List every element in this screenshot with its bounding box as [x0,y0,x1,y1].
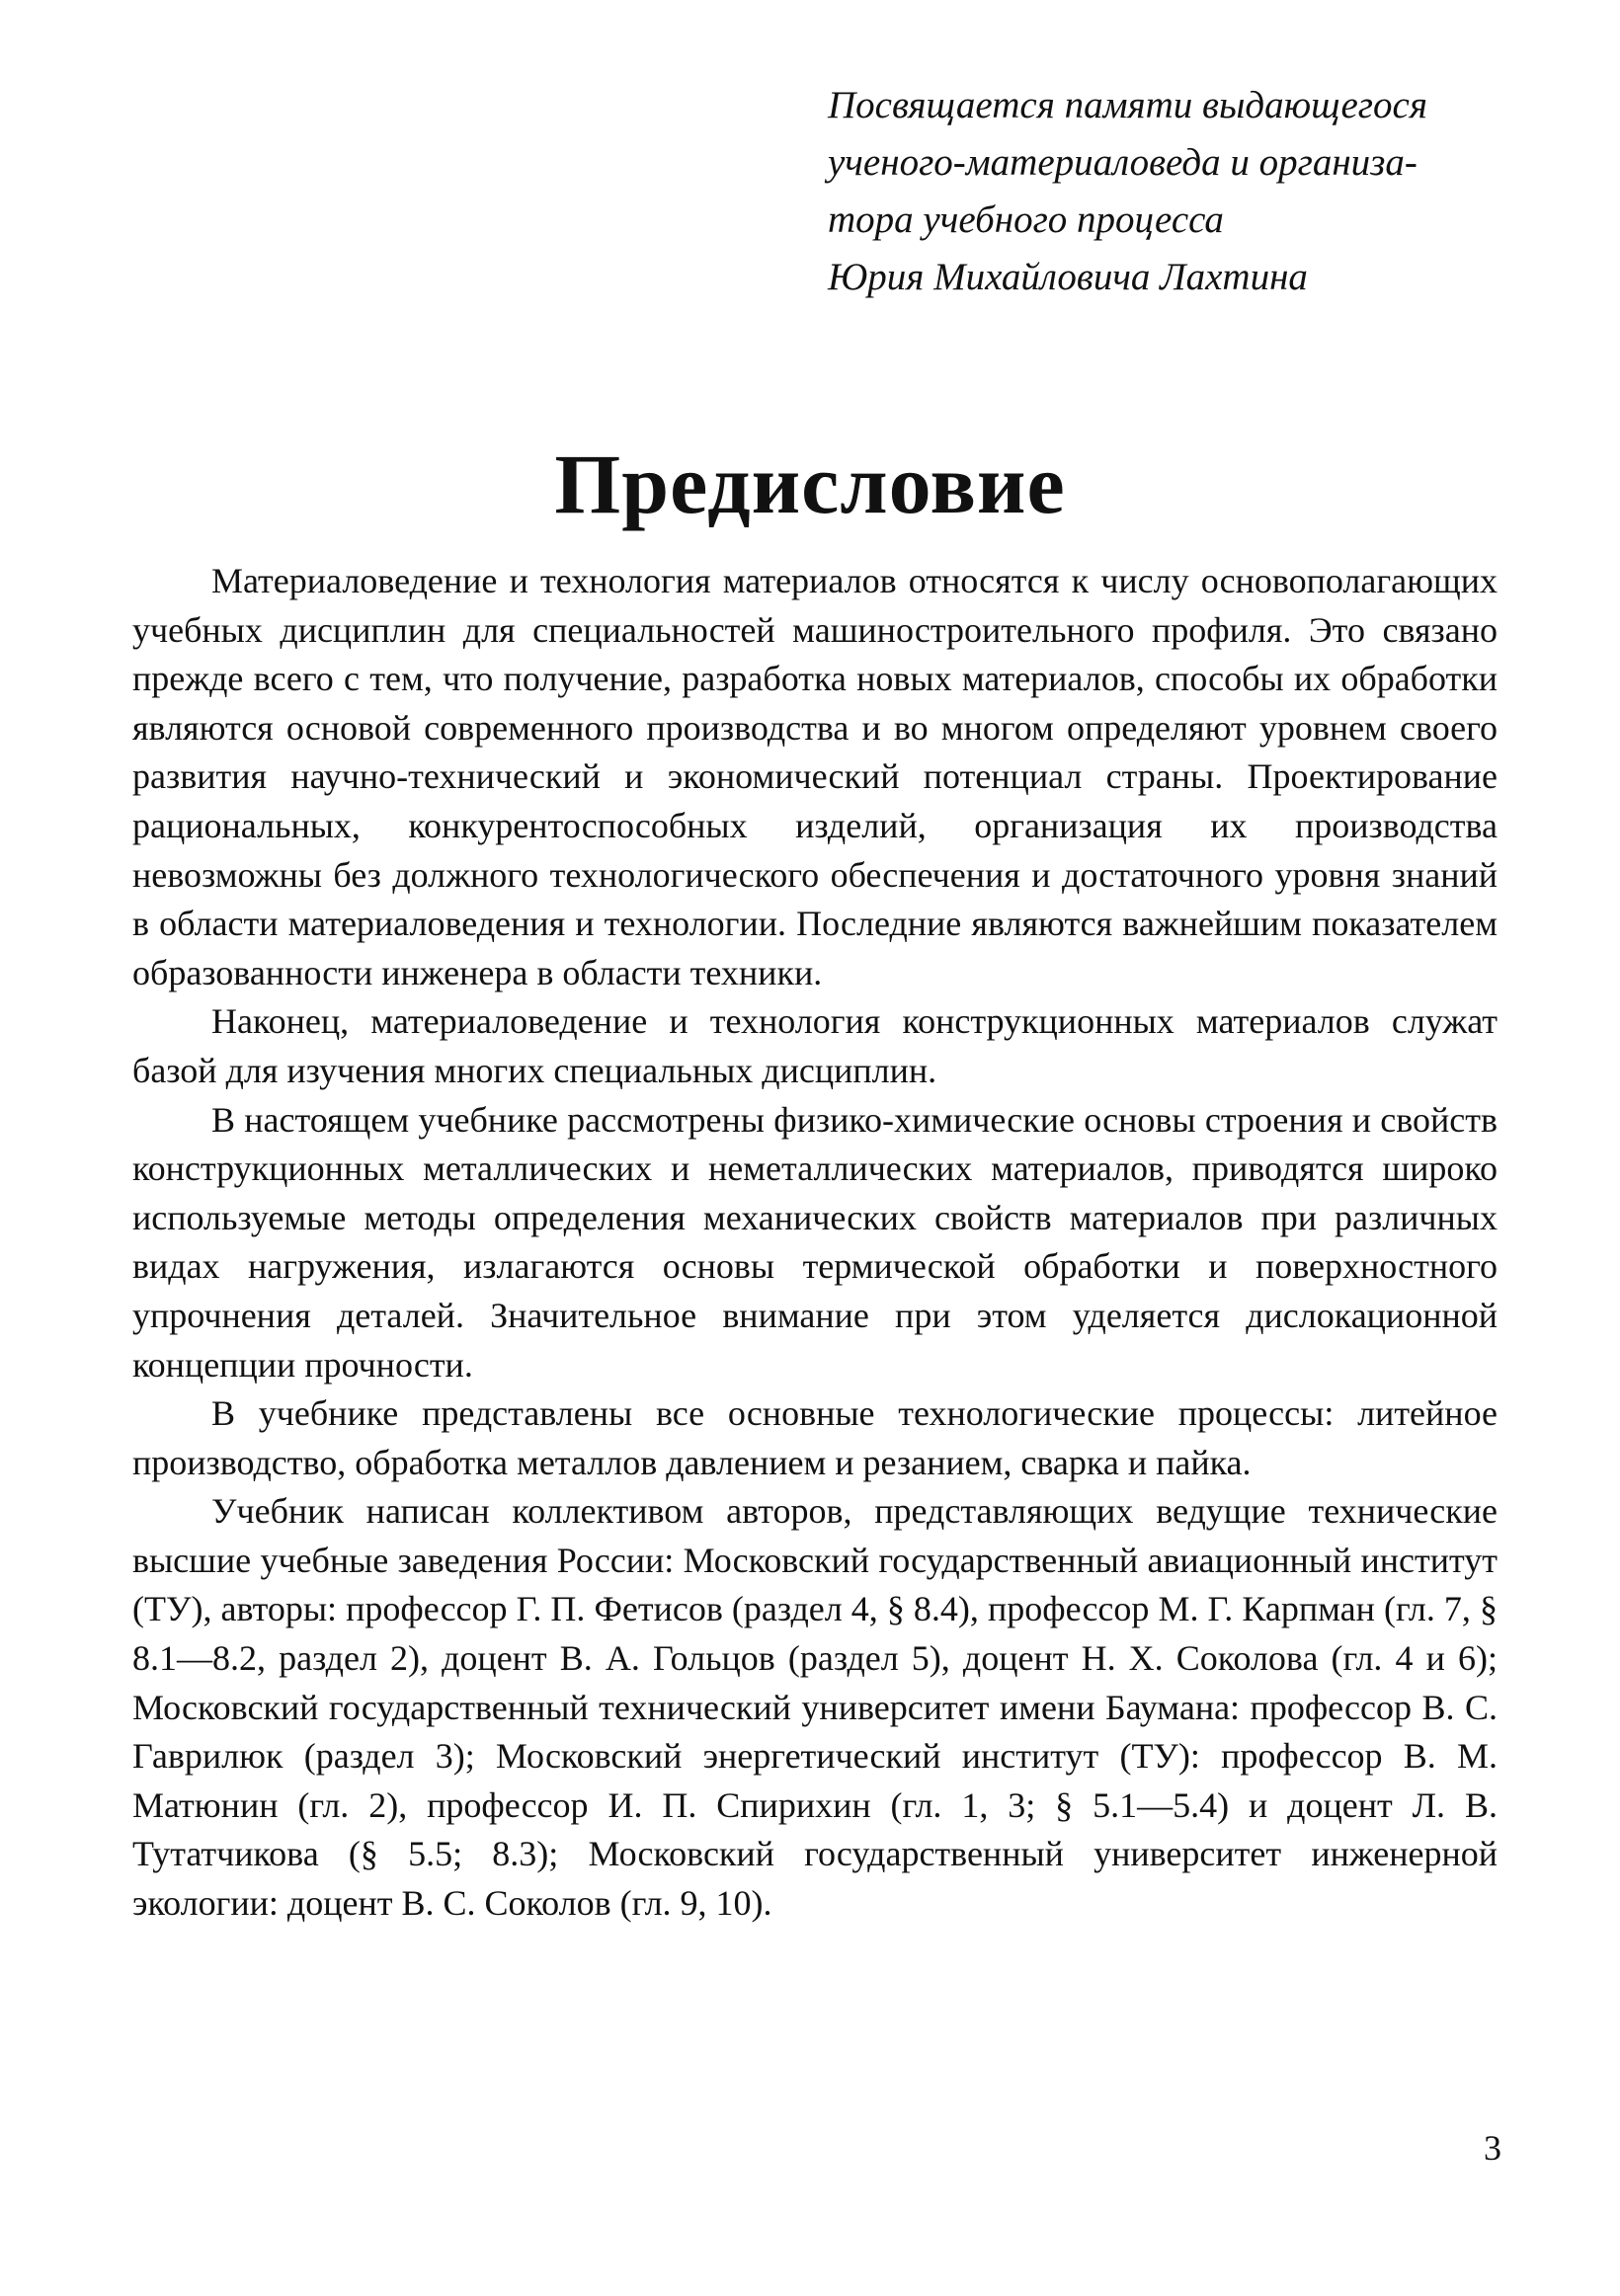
dedication-line: тора учебного процесса [828,198,1224,241]
dedication-epigraph [828,77,1539,306]
dedication-line: Юрия Михайловича Лахтина [828,256,1308,298]
dedication-line: Посвящается памяти выдающегося [828,84,1427,126]
paragraph-2: Наконец, материаловедение и технология конструкционных материалов служат базой для изучения многих специальных дисциплин. [132,1001,1498,1090]
page-title: Предисловие [554,436,1066,531]
page-number: 3 [1484,2128,1501,2168]
dedication-line: ученого-материаловеда и организа- [828,141,1418,184]
paragraph-3: В настоящем учебнике рассмотрены физико-химические основы строения и свойств конструкционных металлических и неметаллических материалов, приводятся широко используемые методы определения механических свойств материалов при различных видах нагружения, излагаются основы термической обработки и поверхностного упрочнения деталей. Значительное внимание при этом уделяется дислокационной концепции прочности. [132,1099,1498,1385]
paragraph-4: В учебнике представлены все основные технологические процессы: литейное производство, обработка металлов давлением и резанием, сварка и пайка. [132,1393,1498,1482]
paragraph-1: Материаловедение и технология материалов относятся к числу основополагающих учебных дисциплин для специальностей машиностроительного профиля. Это связано прежде всего с тем, что получение, разработка новых материалов, способы их обработки являются основой современного производства и во многом определяют уровнем своего развития научно-технический и экономический потенциал страны. Проектирование рациональных, конкурентоспособных изделий, организация их производства невозможны без должного технологического обеспечения и достаточного уровня знаний в области материаловедения и технологии. Последние являются важнейшим показателем образованности инженера в области техники. [132,561,1498,992]
preface-body [132,557,1498,1929]
paragraph-5: Учебник написан коллективом авторов, представляющих ведущие технические высшие учебные заведения России: Московский государственный авиационный институт (ТУ), авторы: профессор Г. П. Фетисов (раздел 4, § 8.4), профессор М. Г. Карпман (гл. 7, § 8.1—8.2, раздел 2), доцент В. А. Гольцов (раздел 5), доцент Н. Х. Соколова (гл. 4 и 6); Московский государственный технический университет имени Баумана: профессор В. С. Гаврилюк (раздел 3); Московский энергетический институт (ТУ): профессор В. М. Матюнин (гл. 2), профессор И. П. Спирихин (гл. 1, 3; § 5.1—5.4) и доцент Л. В. Тутатчикова (§ 5.5; 8.3); Московский государственный университет инженерной экологии: доцент В. С. Соколов (гл. 9, 10). [132,1491,1498,1924]
